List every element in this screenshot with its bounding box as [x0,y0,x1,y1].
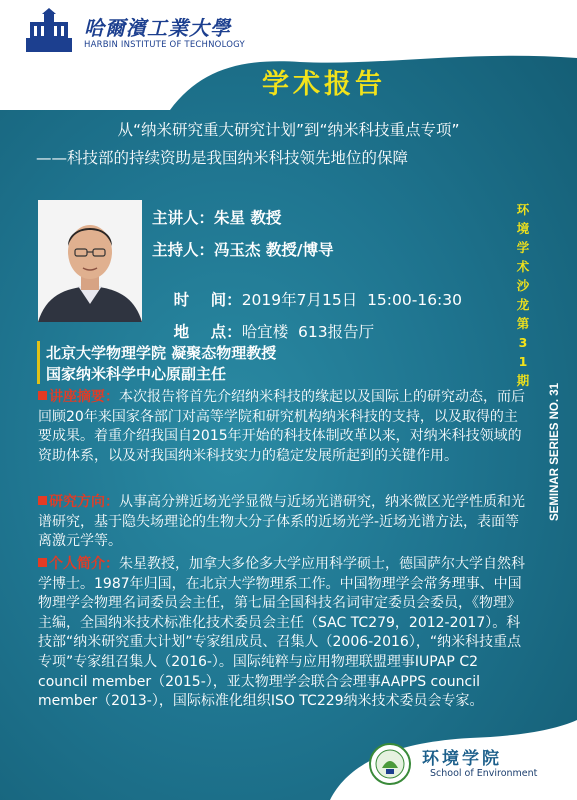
bio-marker-icon [38,558,47,567]
affiliation-accent-bar [37,341,40,384]
seminar-series-text: SEMINAR SERIES NO. 31 [549,382,561,521]
bio-section [38,555,528,712]
abstract-section [38,388,528,466]
host-row [152,238,334,260]
university-name-en: HARBIN INSTITUTE OF TECHNOLOGY [84,40,245,50]
abstract-marker-icon [38,391,47,400]
salon-issue-vertical [513,200,533,390]
bio-tag: 个人简介： [49,556,119,572]
seminar-series-vertical [545,365,563,525]
affiliation-line-2: 国家纳米科学中心原副主任 [46,365,227,383]
university-name-cn: 哈爾濱工業大學 [84,16,231,40]
research-tag: 研究方向： [49,494,119,510]
school-name-cn: 环境学院 [422,749,502,769]
abstract-text: 本次报告将首先介绍纳米科技的缘起以及国际上的研究动态，而后回顾20年来国家各部门对高等学院和研究机构纳米科技的支持，以及取得的主要成果。着重介绍我国自2015年开始的科技体制改革以来，对纳米科技领域的资助体系，以及对我国纳米科技实力的稳定发展所起到的关键作用。 [38,389,525,464]
speaker-value: 朱星 教授 [214,209,282,227]
research-section [38,493,528,552]
host-label: 主持人： [152,241,215,259]
abstract-tag: 讲座摘要： [49,389,119,405]
topic-line-2: ——科技部的持续资助是我国纳米科技领先地位的保障 [36,149,409,167]
poster-title: 学术报告 [262,69,386,100]
speaker-photo [38,200,142,322]
affiliation-line-1: 北京大学物理学院 凝聚态物理教授 [46,344,277,362]
salon-issue-text: 环境学术沙龙第31期 [516,202,530,388]
school-logo [368,742,412,786]
bio-text: 朱星教授，加拿大多伦多大学应用科学硕士，德国萨尔大学自然科学博士。1987年归国，在北京大学物理系工作。中国物理学会常务理事、中国物理学会物理名词委员会主任，第七届全国科技名词审定委员会委员，《物理》主编，全国纳米技术标准化技术委员会主任（SAC TC279，2012-2017）。科技部“纳米研究重大计划”专家组成员、召集人（2006-2016），“纳米科技重点专项”专家组召集人（2016-）。国际纯粹与应用物理联盟理事IUPAP C2 council member（2015-），亚太物理学会联合会理事AAPPS council member（2013-），国际标准化组织ISO TC229纳米技术委员会专家。 [38,556,525,710]
speaker-row [152,206,281,228]
place-label: 地 点： [173,323,242,341]
time-value: 2019年7月15日 15:00-16:30 [241,291,463,309]
speaker-label: 主讲人： [152,209,215,227]
topic-line-1: 从“纳米研究重大研究计划”到“纳米科技重点专项” [117,121,460,139]
school-name-en: School of Environment [430,768,538,779]
research-marker-icon [38,496,47,505]
time-label: 时 间： [173,291,242,309]
host-value: 冯玉杰 教授/博导 [214,241,334,259]
university-emblem [24,8,74,54]
place-value: 哈宜楼 613报告厅 [241,323,375,341]
research-text: 从事高分辨近场光学显微与近场光谱研究，纳米微区光学性质和光谱研究，基于隐失场理论的生物大分子体系的近场光学-近场光谱方法，表面等离激元学等。 [38,494,525,550]
